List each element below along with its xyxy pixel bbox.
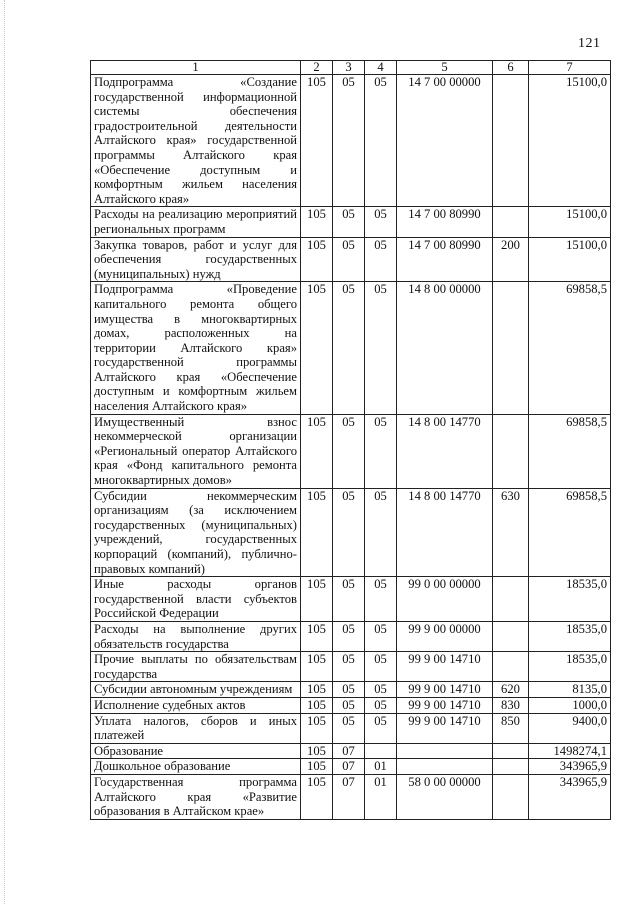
row-target-article-cell: 99 9 00 14710 bbox=[397, 652, 493, 682]
row-target-article-cell: 99 9 00 14710 bbox=[397, 713, 493, 743]
row-expense-type-cell: 620 bbox=[493, 682, 529, 698]
row-amount-cell: 343965,9 bbox=[529, 774, 611, 819]
row-admin-code-cell: 105 bbox=[301, 774, 333, 819]
table-row bbox=[91, 697, 611, 713]
row-expense-type-cell bbox=[493, 759, 529, 775]
row-name-cell: Подпрограмма «Создание государственной информационной системы обеспечения градостроительной деятельности Алтайского края» государственной программы Алтайского края «Обеспечение доступным и комфортным жильем населения Алтайского края» bbox=[91, 75, 301, 207]
row-admin-code-cell: 105 bbox=[301, 743, 333, 759]
row-section-cell: 05 bbox=[333, 652, 365, 682]
table-row bbox=[91, 652, 611, 682]
row-subsection-cell: 05 bbox=[365, 237, 397, 282]
row-name-cell: Закупка товаров, работ и услуг для обеспечения государственных (муниципальных) нужд bbox=[91, 237, 301, 282]
row-admin-code-cell: 105 bbox=[301, 652, 333, 682]
row-subsection-cell: 05 bbox=[365, 75, 397, 207]
row-section-cell: 05 bbox=[333, 414, 365, 488]
table-row bbox=[91, 621, 611, 651]
row-amount-cell: 18535,0 bbox=[529, 621, 611, 651]
row-name-cell: Уплата налогов, сборов и иных платежей bbox=[91, 713, 301, 743]
row-amount-cell: 18535,0 bbox=[529, 652, 611, 682]
row-subsection-cell: 05 bbox=[365, 652, 397, 682]
row-expense-type-cell bbox=[493, 774, 529, 819]
row-subsection-cell: 05 bbox=[365, 282, 397, 414]
row-subsection-cell: 05 bbox=[365, 414, 397, 488]
row-amount-cell: 8135,0 bbox=[529, 682, 611, 698]
row-target-article-cell: 99 0 00 00000 bbox=[397, 577, 493, 622]
row-amount-cell: 1498274,1 bbox=[529, 743, 611, 759]
row-section-cell: 05 bbox=[333, 682, 365, 698]
row-amount-cell: 9400,0 bbox=[529, 713, 611, 743]
column-header: 5 bbox=[397, 61, 493, 75]
row-target-article-cell: 14 8 00 14770 bbox=[397, 414, 493, 488]
row-subsection-cell: 01 bbox=[365, 774, 397, 819]
row-admin-code-cell: 105 bbox=[301, 577, 333, 622]
row-expense-type-cell bbox=[493, 414, 529, 488]
row-section-cell: 05 bbox=[333, 488, 365, 577]
row-expense-type-cell bbox=[493, 207, 529, 237]
row-admin-code-cell: 105 bbox=[301, 207, 333, 237]
table-row bbox=[91, 759, 611, 775]
table-row bbox=[91, 577, 611, 622]
row-subsection-cell: 05 bbox=[365, 621, 397, 651]
row-section-cell: 05 bbox=[333, 282, 365, 414]
row-target-article-cell: 14 7 00 80990 bbox=[397, 237, 493, 282]
row-name-cell: Расходы на выполнение других обязательств государства bbox=[91, 621, 301, 651]
table-row bbox=[91, 414, 611, 488]
row-expense-type-cell bbox=[493, 621, 529, 651]
row-section-cell: 05 bbox=[333, 621, 365, 651]
row-amount-cell: 15100,0 bbox=[529, 75, 611, 207]
table-row bbox=[91, 743, 611, 759]
row-expense-type-cell: 830 bbox=[493, 697, 529, 713]
row-subsection-cell: 05 bbox=[365, 488, 397, 577]
row-admin-code-cell: 105 bbox=[301, 237, 333, 282]
budget-table bbox=[90, 60, 611, 820]
row-section-cell: 05 bbox=[333, 75, 365, 207]
row-admin-code-cell: 105 bbox=[301, 414, 333, 488]
row-subsection-cell: 05 bbox=[365, 697, 397, 713]
row-amount-cell: 69858,5 bbox=[529, 414, 611, 488]
row-amount-cell: 18535,0 bbox=[529, 577, 611, 622]
row-subsection-cell: 05 bbox=[365, 682, 397, 698]
row-subsection-cell: 01 bbox=[365, 759, 397, 775]
table-row bbox=[91, 774, 611, 819]
row-name-cell: Подпрограмма «Проведение капитального ремонта общего имущества в многоквартирных домах, расположенных на территории Алтайского края» государственной программы Алтайского края «Обеспечение доступным и комфортным жильем населения Алтайского края» bbox=[91, 282, 301, 414]
table-row bbox=[91, 682, 611, 698]
column-header: 7 bbox=[529, 61, 611, 75]
row-subsection-cell: 05 bbox=[365, 713, 397, 743]
table-header-row bbox=[91, 61, 611, 75]
row-expense-type-cell bbox=[493, 652, 529, 682]
row-admin-code-cell: 105 bbox=[301, 282, 333, 414]
row-admin-code-cell: 105 bbox=[301, 621, 333, 651]
row-name-cell: Субсидии некоммерческим организациям (за исключением государственных (муниципальных) учреждений, государственных корпораций (компаний), публично-правовых компаний) bbox=[91, 488, 301, 577]
row-target-article-cell: 99 9 00 14710 bbox=[397, 682, 493, 698]
row-target-article-cell: 14 7 00 00000 bbox=[397, 75, 493, 207]
row-subsection-cell: 05 bbox=[365, 207, 397, 237]
table-row bbox=[91, 282, 611, 414]
row-expense-type-cell bbox=[493, 75, 529, 207]
row-amount-cell: 1000,0 bbox=[529, 697, 611, 713]
row-amount-cell: 343965,9 bbox=[529, 759, 611, 775]
row-section-cell: 07 bbox=[333, 743, 365, 759]
row-section-cell: 05 bbox=[333, 207, 365, 237]
row-name-cell: Иные расходы органов государственной власти субъектов Российской Федерации bbox=[91, 577, 301, 622]
row-expense-type-cell: 850 bbox=[493, 713, 529, 743]
column-header: 2 bbox=[301, 61, 333, 75]
row-expense-type-cell bbox=[493, 577, 529, 622]
table-row bbox=[91, 488, 611, 577]
row-name-cell: Субсидии автономным учреждениям bbox=[91, 682, 301, 698]
page-edge-dotted-line bbox=[4, 0, 5, 904]
row-name-cell: Расходы на реализацию мероприятий региональных программ bbox=[91, 207, 301, 237]
table-row bbox=[91, 75, 611, 207]
row-section-cell: 05 bbox=[333, 697, 365, 713]
row-expense-type-cell bbox=[493, 282, 529, 414]
row-admin-code-cell: 105 bbox=[301, 759, 333, 775]
row-target-article-cell: 14 8 00 14770 bbox=[397, 488, 493, 577]
row-section-cell: 05 bbox=[333, 237, 365, 282]
table-row bbox=[91, 713, 611, 743]
row-amount-cell: 69858,5 bbox=[529, 282, 611, 414]
row-section-cell: 07 bbox=[333, 774, 365, 819]
row-name-cell: Дошкольное образование bbox=[91, 759, 301, 775]
table-row bbox=[91, 207, 611, 237]
row-expense-type-cell: 200 bbox=[493, 237, 529, 282]
row-target-article-cell: 99 9 00 14710 bbox=[397, 697, 493, 713]
row-subsection-cell: 05 bbox=[365, 577, 397, 622]
row-amount-cell: 15100,0 bbox=[529, 207, 611, 237]
row-admin-code-cell: 105 bbox=[301, 488, 333, 577]
column-header: 6 bbox=[493, 61, 529, 75]
table-body bbox=[91, 75, 611, 820]
column-header: 4 bbox=[365, 61, 397, 75]
row-target-article-cell bbox=[397, 743, 493, 759]
row-amount-cell: 15100,0 bbox=[529, 237, 611, 282]
row-subsection-cell bbox=[365, 743, 397, 759]
row-target-article-cell: 14 8 00 00000 bbox=[397, 282, 493, 414]
row-admin-code-cell: 105 bbox=[301, 682, 333, 698]
row-name-cell: Исполнение судебных актов bbox=[91, 697, 301, 713]
row-amount-cell: 69858,5 bbox=[529, 488, 611, 577]
column-header: 3 bbox=[333, 61, 365, 75]
row-name-cell: Государственная программа Алтайского края «Развитие образования в Алтайском крае» bbox=[91, 774, 301, 819]
row-expense-type-cell: 630 bbox=[493, 488, 529, 577]
table-row bbox=[91, 237, 611, 282]
column-header: 1 bbox=[91, 61, 301, 75]
row-name-cell: Имущественный взнос некоммерческой организации «Региональный оператор Алтайского края «Фонд капитального ремонта многоквартирных домов» bbox=[91, 414, 301, 488]
row-expense-type-cell bbox=[493, 743, 529, 759]
row-target-article-cell: 58 0 00 00000 bbox=[397, 774, 493, 819]
row-target-article-cell bbox=[397, 759, 493, 775]
row-target-article-cell: 14 7 00 80990 bbox=[397, 207, 493, 237]
row-name-cell: Прочие выплаты по обязательствам государства bbox=[91, 652, 301, 682]
row-admin-code-cell: 105 bbox=[301, 697, 333, 713]
row-section-cell: 05 bbox=[333, 577, 365, 622]
page-number: 121 bbox=[578, 36, 601, 51]
row-section-cell: 07 bbox=[333, 759, 365, 775]
row-section-cell: 05 bbox=[333, 713, 365, 743]
row-target-article-cell: 99 9 00 00000 bbox=[397, 621, 493, 651]
row-admin-code-cell: 105 bbox=[301, 75, 333, 207]
row-admin-code-cell: 105 bbox=[301, 713, 333, 743]
row-name-cell: Образование bbox=[91, 743, 301, 759]
